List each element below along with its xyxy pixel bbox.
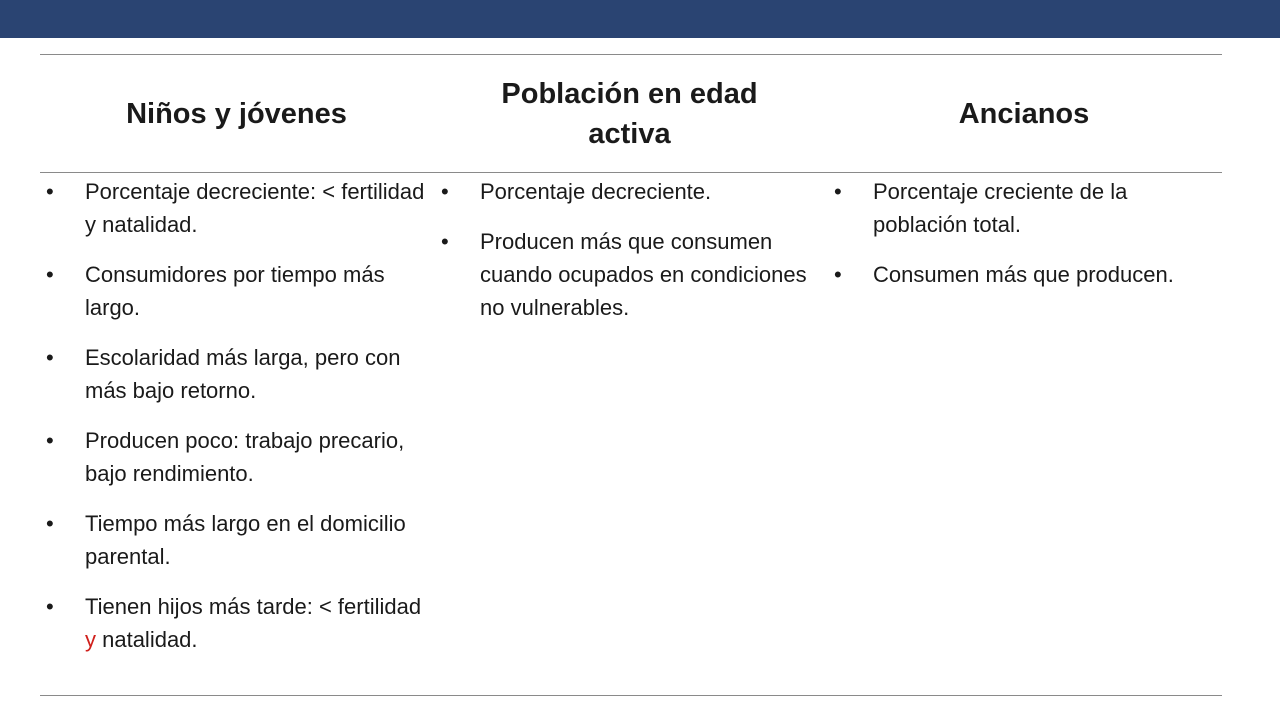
bullet-icon: • [441, 179, 449, 204]
bullet-icon: • [46, 262, 54, 287]
bullet-icon: • [834, 262, 842, 287]
highlighted-word: y [85, 627, 96, 652]
list-item [40, 341, 430, 407]
column-heading-poblacion-activa: Población en edad activa [501, 77, 758, 150]
bullet-list [435, 175, 827, 324]
list-item [435, 225, 827, 324]
bullet-icon: • [46, 179, 54, 204]
column-ancianos [828, 175, 1222, 308]
list-item-text: Consumen más que producen. [873, 262, 1174, 287]
bullet-icon: • [441, 229, 449, 254]
list-item-text: Tiempo más largo en el domicilio parental. [85, 511, 406, 569]
list-item-text: Consumidores por tiempo más largo. [85, 262, 385, 320]
list-item [40, 258, 430, 324]
table-header-rule [40, 172, 1222, 173]
list-item-text: Porcentaje decreciente. [480, 179, 712, 204]
bullet-icon: • [46, 594, 54, 619]
column-heading-ancianos: Ancianos [958, 97, 1090, 130]
bullet-icon: • [46, 345, 54, 370]
list-item-text: Porcentaje decreciente: < fertilidad y natalidad. [85, 179, 425, 237]
list-item-text: Escolaridad más larga, pero con más bajo retorno. [85, 345, 401, 403]
bullet-icon: • [46, 428, 54, 453]
list-item [828, 258, 1222, 291]
list-item-text: Producen poco: trabajo precario, bajo rendimiento. [85, 428, 405, 486]
list-item [40, 507, 430, 573]
bullet-icon: • [46, 511, 54, 536]
list-item [435, 175, 827, 208]
bullet-list [40, 175, 430, 656]
list-item [40, 424, 430, 490]
column-heading-ninos-jovenes: Niños y jóvenes [126, 97, 347, 130]
bullet-icon: • [834, 179, 842, 204]
top-header-bar [0, 0, 1280, 38]
column-ninos-jovenes [40, 175, 430, 673]
bullet-list [828, 175, 1222, 291]
table-bottom-rule [40, 695, 1222, 696]
list-item [828, 175, 1222, 241]
list-item [40, 175, 430, 241]
list-item-text-start: Tienen hijos más tarde: < fertilidad [85, 594, 422, 619]
list-item-text-end: natalidad. [96, 627, 198, 652]
list-item-text: Porcentaje creciente de la población total. [873, 179, 1128, 237]
list-item-text: Producen más que consumen cuando ocupados en condiciones no vulnerables. [480, 229, 807, 320]
column-poblacion-activa [435, 175, 827, 341]
list-item [40, 590, 430, 656]
